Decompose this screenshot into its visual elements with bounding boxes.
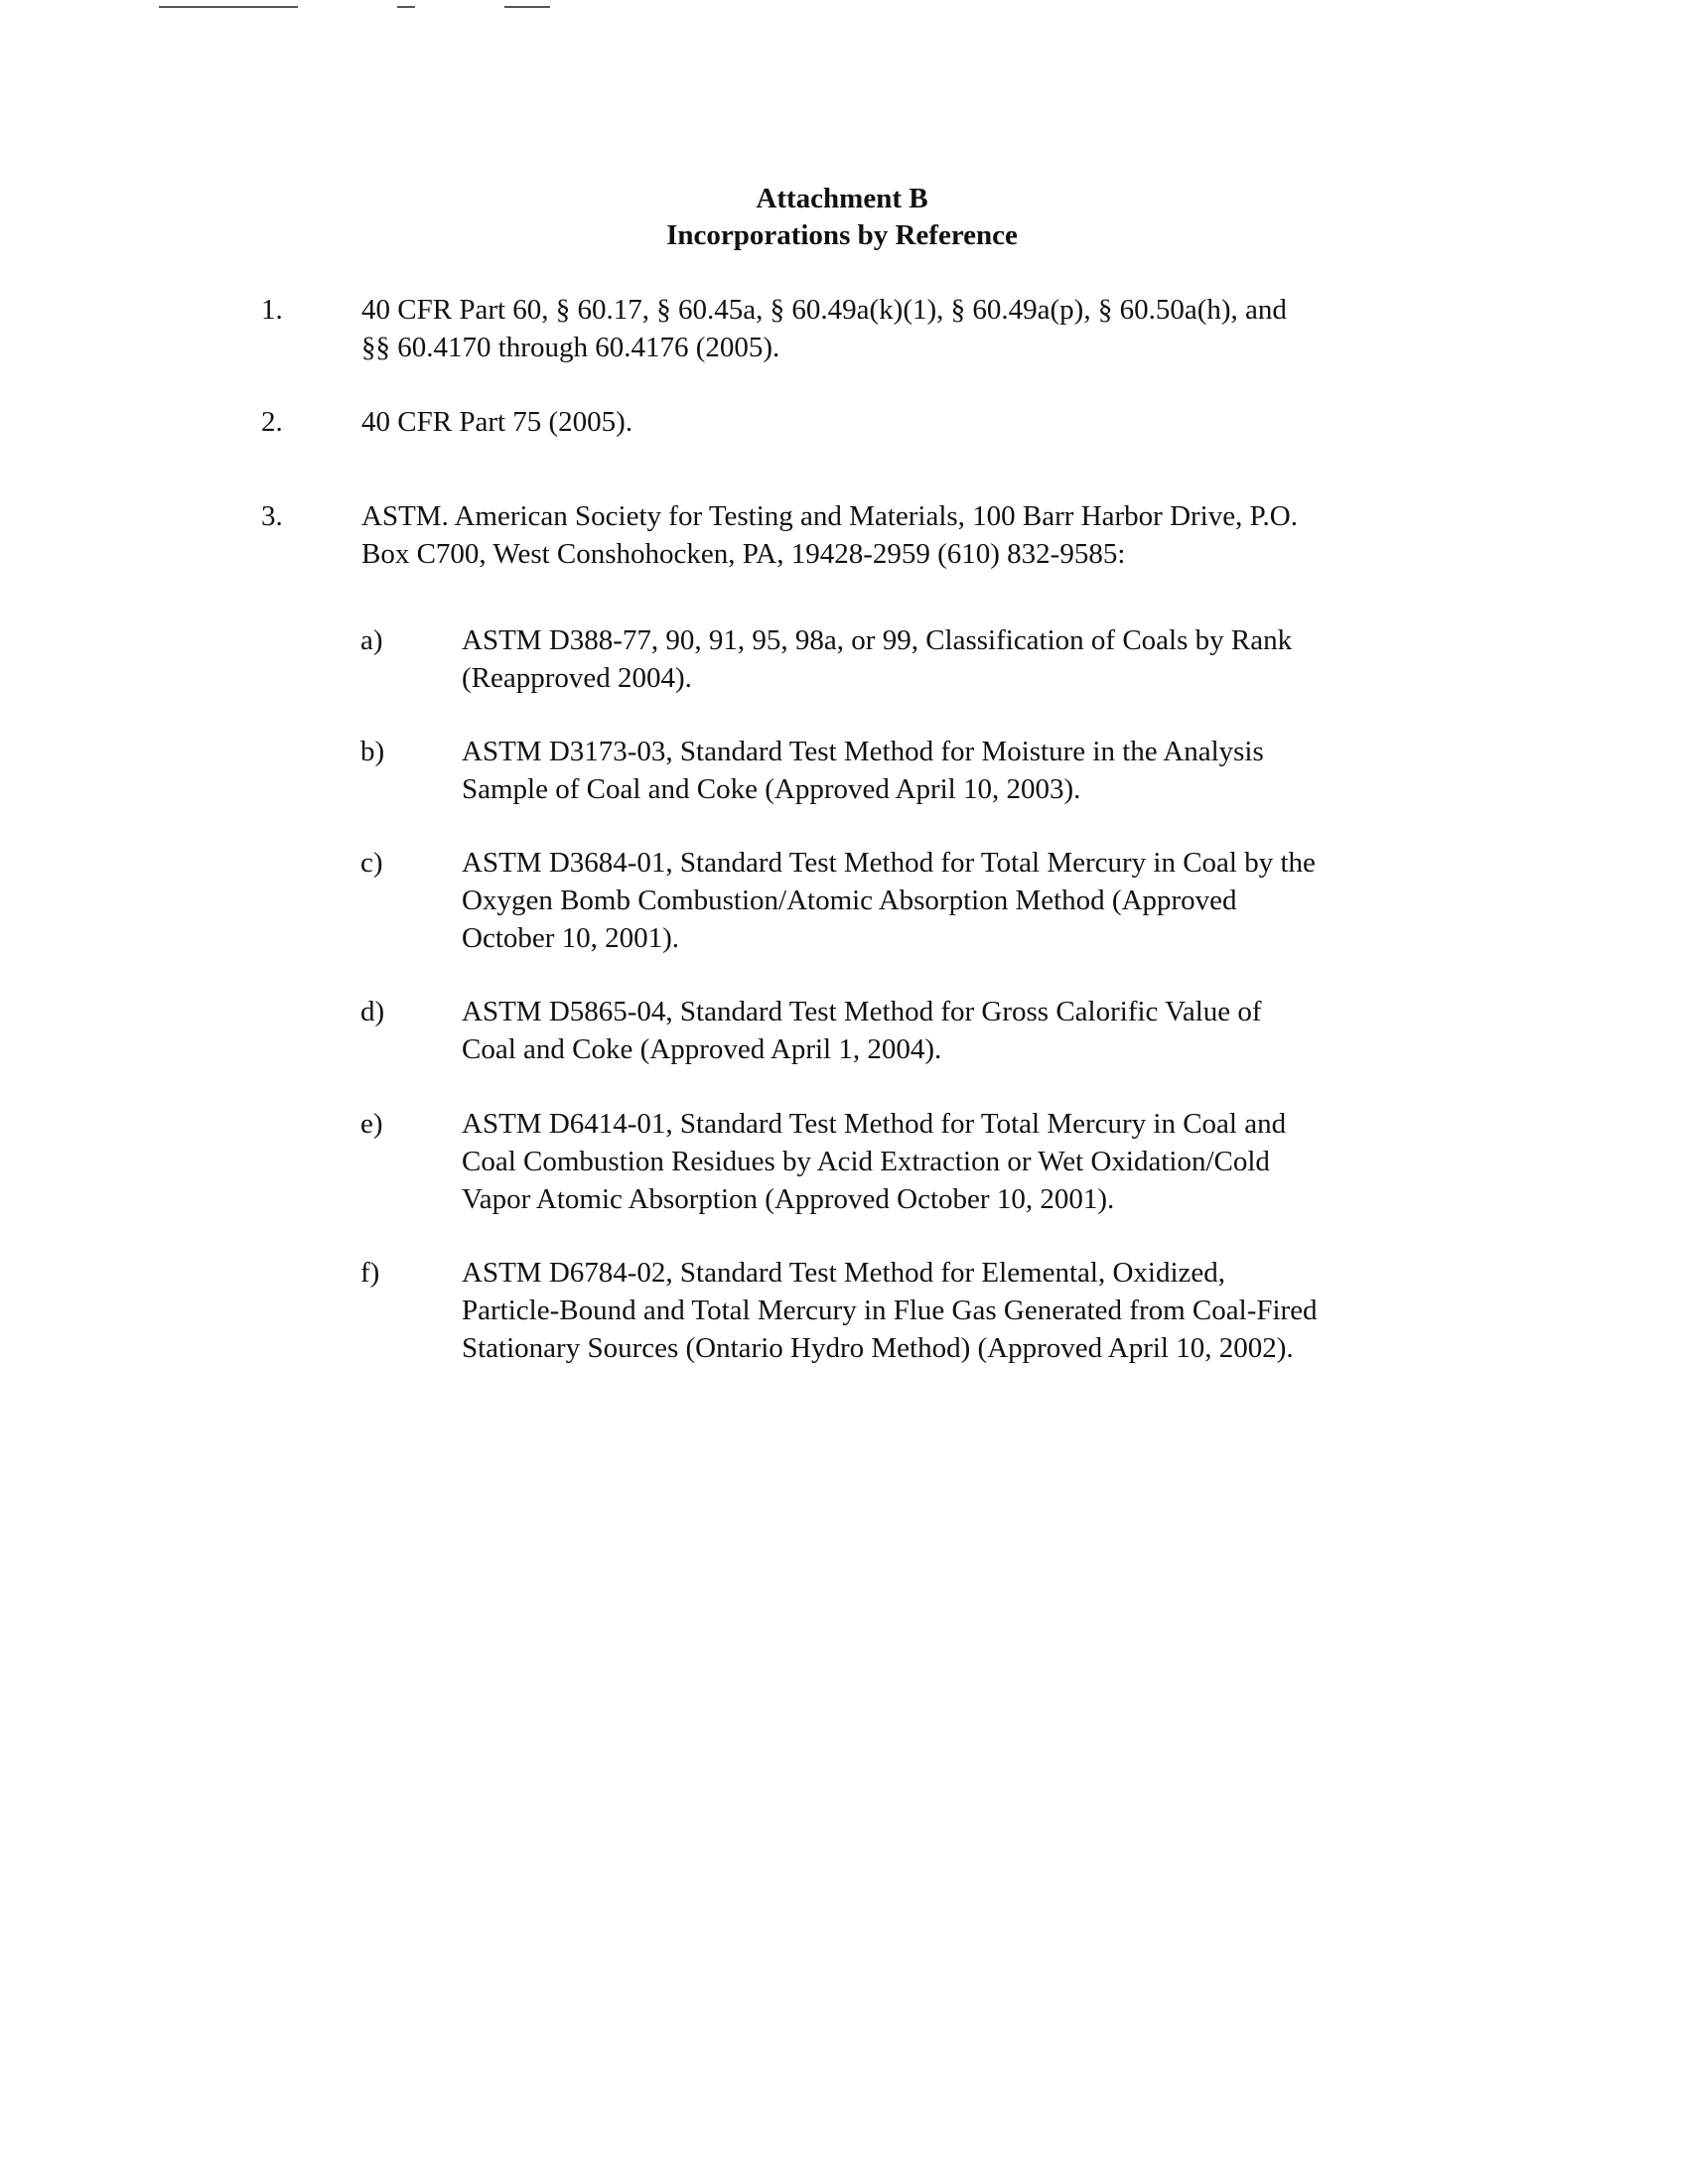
item-number: 1.: [261, 294, 283, 326]
subitem-line: (Reapproved 2004).: [462, 662, 692, 694]
item-line: 40 CFR Part 75 (2005).: [361, 406, 633, 438]
item-line: 40 CFR Part 60, § 60.17, § 60.45a, § 60.49a(k)(1), § 60.49a(p), § 60.50a(h), and: [361, 294, 1287, 326]
subitem-line: ASTM D6414-01, Standard Test Method for Total Mercury in Coal and: [462, 1108, 1287, 1140]
scan-artifact-line: [159, 6, 298, 8]
subitem-line: Oxygen Bomb Combustion/Atomic Absorption Method (Approved: [462, 885, 1237, 916]
item-number: 3.: [261, 500, 283, 532]
subitem-letter: e): [360, 1108, 383, 1140]
subitem-letter: a): [360, 624, 383, 656]
subitem-line: Coal and Coke (Approved April 1, 2004).: [462, 1033, 942, 1065]
item-line: ASTM. American Society for Testing and Materials, 100 Barr Harbor Drive, P.O.: [361, 500, 1298, 532]
attachment-subtitle: Incorporations by Reference: [666, 219, 1018, 251]
subitem-letter: f): [360, 1257, 380, 1289]
subitem-line: ASTM D5865-04, Standard Test Method for Gross Calorific Value of: [462, 996, 1262, 1027]
item-number: 2.: [261, 406, 283, 438]
scan-artifact-line: [397, 6, 415, 8]
scan-artifact-line: [504, 6, 550, 8]
subitem-line: Particle-Bound and Total Mercury in Flue Gas Generated from Coal-Fired: [462, 1295, 1318, 1326]
subitem-line: ASTM D6784-02, Standard Test Method for Elemental, Oxidized,: [462, 1257, 1226, 1289]
subitem-line: Stationary Sources (Ontario Hydro Method) (Approved April 10, 2002).: [462, 1332, 1294, 1364]
subitem-letter: b): [360, 736, 385, 767]
subitem-line: October 10, 2001).: [462, 922, 680, 954]
subitem-letter: d): [360, 996, 385, 1027]
subitem-line: ASTM D3173-03, Standard Test Method for Moisture in the Analysis: [462, 736, 1264, 767]
subitem-line: Sample of Coal and Coke (Approved April 10, 2003).: [462, 773, 1081, 805]
subitem-line: Coal Combustion Residues by Acid Extraction or Wet Oxidation/Cold: [462, 1146, 1270, 1177]
subitem-line: ASTM D3684-01, Standard Test Method for Total Mercury in Coal by the: [462, 847, 1316, 879]
subitem-line: Vapor Atomic Absorption (Approved October 10, 2001).: [462, 1183, 1115, 1215]
subitem-line: ASTM D388-77, 90, 91, 95, 98a, or 99, Classification of Coals by Rank: [462, 624, 1293, 656]
subitem-letter: c): [360, 847, 383, 879]
item-line: §§ 60.4170 through 60.4176 (2005).: [361, 332, 780, 363]
attachment-title: Attachment B: [756, 183, 928, 214]
item-line: Box C700, West Conshohocken, PA, 19428-2959 (610) 832-9585:: [361, 538, 1126, 570]
